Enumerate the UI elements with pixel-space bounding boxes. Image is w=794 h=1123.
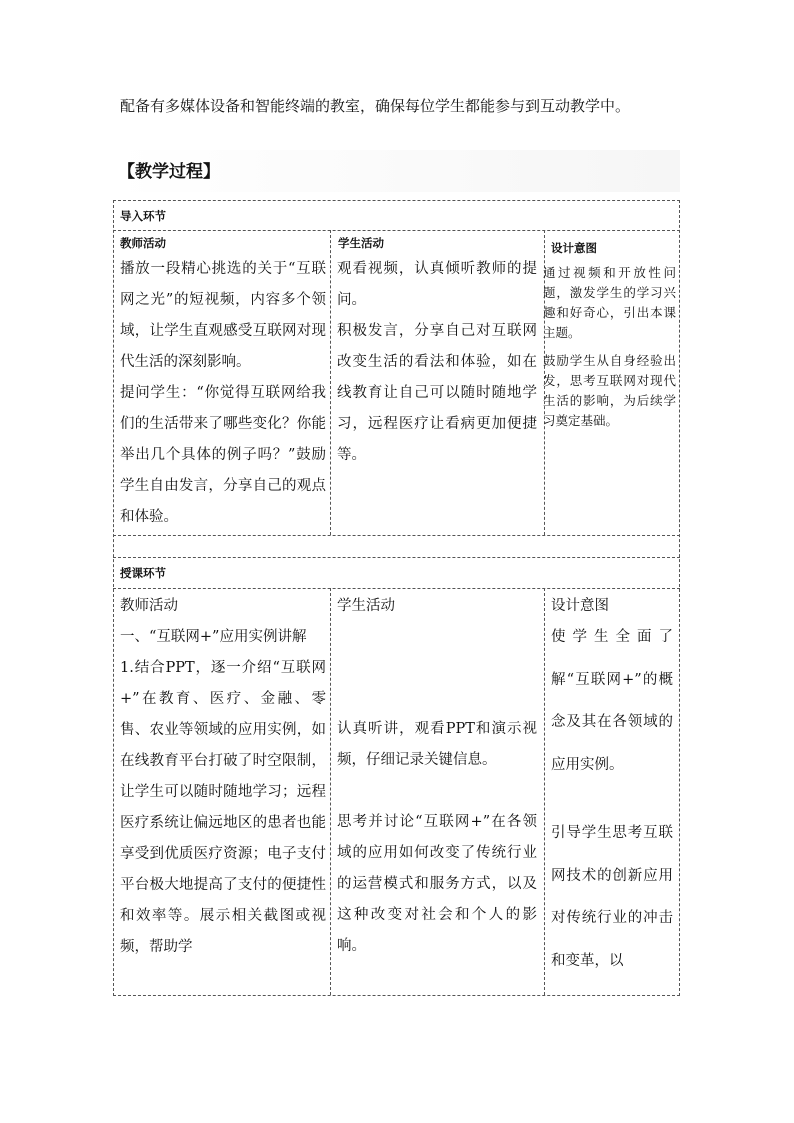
intro-header-intent: 设计意图 xyxy=(551,241,597,255)
intro-line: 配备有多媒体设备和智能终端的教室，确保每位学生都能参与到互动教学中。 xyxy=(120,97,631,115)
teaching-teacher-paragraph: 1.结合PPT，逐一介绍“互联网+”在教育、医疗、金融、零售、农业等领域的应用实例，如在线教育平台打破了时空限制，让学生可以随时随地学习；远程医疗系统让偏远地区的患者也能享受到优质医疗资源；电子支付平台极大地提高了支付的便捷性和效率等。展示相关截图或视频，帮助学 xyxy=(120,660,326,955)
intro-student-paragraph: 观看视频，认真倾听教师的提问。 xyxy=(337,261,537,308)
table-border-top xyxy=(113,200,680,201)
process-table xyxy=(113,200,680,996)
teaching-header-intent: 设计意图 xyxy=(551,598,609,614)
intro-teacher-paragraph: 提问学生：“你觉得互联网给我们的生活带来了哪些变化？你能举出几个具体的例子吗？”鼓励学生自由发言，分享自己的观点和体验。 xyxy=(120,385,326,525)
teaching-teacher-cell xyxy=(120,622,326,963)
intro-teacher-cell xyxy=(120,254,326,533)
intro-intent-paragraph: 鼓励学生从自身经验出发，思考互联网对现代生活的影响，为后续学习奠定基础。 xyxy=(543,353,676,428)
section-heading: 【教学过程】 xyxy=(118,162,220,182)
intro-intent-cell xyxy=(543,263,676,431)
teaching-intent-paragraph: 引导学生思考互联网技术的创新应用对传统行业的冲击和变革，以 xyxy=(551,825,673,969)
intro-header-teacher: 教师活动 xyxy=(120,236,166,250)
table-border-left xyxy=(113,200,114,996)
table-border-bottom xyxy=(113,995,680,996)
teaching-student-cell xyxy=(337,714,537,962)
teaching-header-teacher: 教师活动 xyxy=(120,598,178,614)
row-divider xyxy=(113,588,680,589)
column-divider xyxy=(544,588,545,995)
column-divider xyxy=(330,230,331,535)
teaching-student-paragraph: 认真听讲，观看PPT和演示视频，仔细记录关键信息。 xyxy=(337,721,537,768)
column-divider xyxy=(330,588,331,995)
teaching-student-paragraph: 思考并讨论“互联网+”在各领域的应用如何改变了传统行业的运营模式和服务方式，以及这种改变对社会和个人的影响。 xyxy=(337,814,537,954)
intro-intent-paragraph: 通过视频和开放性问题，激发学生的学习兴趣和好奇心，引出本课主题。 xyxy=(543,265,676,340)
row-divider xyxy=(113,230,680,231)
table-border-right xyxy=(679,200,680,996)
intro-student-paragraph: 积极发言，分享自己对互联网改变生活的看法和体验，如在线教育让自己可以随时随地学习，远程医疗让看病更加便捷等。 xyxy=(337,323,537,463)
teaching-intent-paragraph: 使学生全面了解“互联网+”的概念及其在各领域的应用实例。 xyxy=(551,629,673,773)
teaching-teacher-paragraph: 一、“互联网+”应用实例讲解 xyxy=(120,629,307,645)
row-divider xyxy=(113,535,680,536)
row-divider xyxy=(113,557,680,558)
teaching-intent-cell xyxy=(551,616,673,982)
teaching-section-title: 授课环节 xyxy=(120,566,166,580)
intro-header-student: 学生活动 xyxy=(338,236,384,250)
intro-student-cell xyxy=(337,254,537,471)
intro-section-title: 导入环节 xyxy=(120,209,166,223)
teaching-header-student: 学生活动 xyxy=(337,598,395,614)
intro-teacher-paragraph: 播放一段精心挑选的关于“互联网之光”的短视频，内容多个领域，让学生直观感受互联网对现代生活的深刻影响。 xyxy=(120,261,326,370)
